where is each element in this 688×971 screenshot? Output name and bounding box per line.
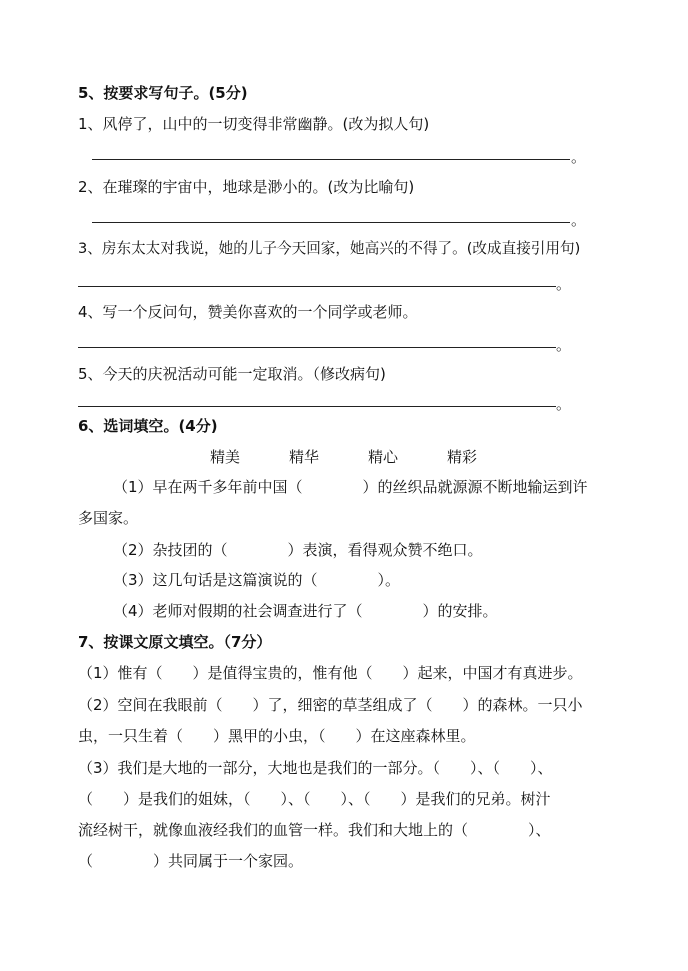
word-option-4: 精彩 bbox=[447, 448, 478, 466]
s6-question-3: （3）这几句话是这篇演说的（ ）。 bbox=[113, 571, 401, 589]
s7-item-3-line-1: （3）我们是大地的一部分，大地也是我们的一部分。（ ）、（ ）、 bbox=[78, 759, 553, 777]
s5-answer-end-mark-3: 。 bbox=[556, 275, 572, 293]
section6-heading: 6、选词填空。(4分) bbox=[78, 417, 218, 435]
s6-question-2: （2）杂技团的（ ）表演，看得观众赞不绝口。 bbox=[113, 541, 483, 559]
s7-item-3-line-2: （ ）是我们的姐妹，（ ）、（ ）、（ ）是我们的兄弟。树汁 bbox=[78, 790, 551, 808]
s5-question-4: 4、写一个反问句，赞美你喜欢的一个同学或老师。 bbox=[78, 303, 418, 321]
s5-question-5: 5、今天的庆祝活动可能一定取消。（修改病句) bbox=[78, 365, 386, 383]
s5-answer-end-mark-5: 。 bbox=[556, 395, 572, 413]
s5-question-3: 3、房东太太对我说，她的儿子今天回家，她高兴的不得了。(改成直接引用句) bbox=[78, 240, 581, 257]
word-option-3: 精心 bbox=[368, 448, 399, 466]
s5-answer-end-mark-1: 。 bbox=[571, 148, 587, 166]
s5-answer-line-4 bbox=[78, 347, 556, 348]
s7-item-3-line-3: 流经树干，就像血液经我们的血管一样。我们和大地上的（ ）、 bbox=[78, 821, 551, 839]
section5-heading: 5、按要求写句子。(5分) bbox=[78, 84, 248, 102]
s5-answer-end-mark-2: 。 bbox=[571, 211, 587, 229]
s5-question-2: 2、在璀璨的宇宙中，地球是渺小的。(改为比喻句) bbox=[78, 178, 415, 196]
s7-item-1: （1）惟有（ ）是值得宝贵的，惟有他（ ）起来，中国才有真进步。 bbox=[78, 664, 583, 682]
s5-answer-end-mark-4: 。 bbox=[556, 336, 572, 354]
s6-question-4: （4）老师对假期的社会调查进行了（ ）的安排。 bbox=[113, 602, 498, 620]
s7-item-3-line-4: （ ）共同属于一个家园。 bbox=[78, 852, 304, 870]
s7-item-2-line-2: 虫，一只生着（ ）黑甲的小虫，（ ）在这座森林里。 bbox=[78, 727, 476, 745]
word-option-1: 精美 bbox=[210, 448, 241, 466]
s6-question-1-line-1: （1）早在两千多年前中国（ ）的丝织品就源源不断地输运到许 bbox=[113, 478, 588, 496]
s5-question-1: 1、风停了，山中的一切变得非常幽静。(改为拟人句) bbox=[78, 115, 430, 133]
section7-heading: 7、按课文原文填空。（7分） bbox=[78, 633, 272, 651]
s5-answer-line-5 bbox=[78, 406, 556, 407]
s5-answer-line-1 bbox=[92, 159, 570, 160]
s5-answer-line-2 bbox=[92, 222, 570, 223]
s5-answer-line-3 bbox=[78, 286, 556, 287]
word-option-2: 精华 bbox=[289, 448, 320, 466]
s6-question-1-line-2: 多国家。 bbox=[78, 509, 139, 527]
s7-item-2-line-1: （2）空间在我眼前（ ）了，细密的草茎组成了（ ）的森林。一只小 bbox=[78, 696, 583, 714]
